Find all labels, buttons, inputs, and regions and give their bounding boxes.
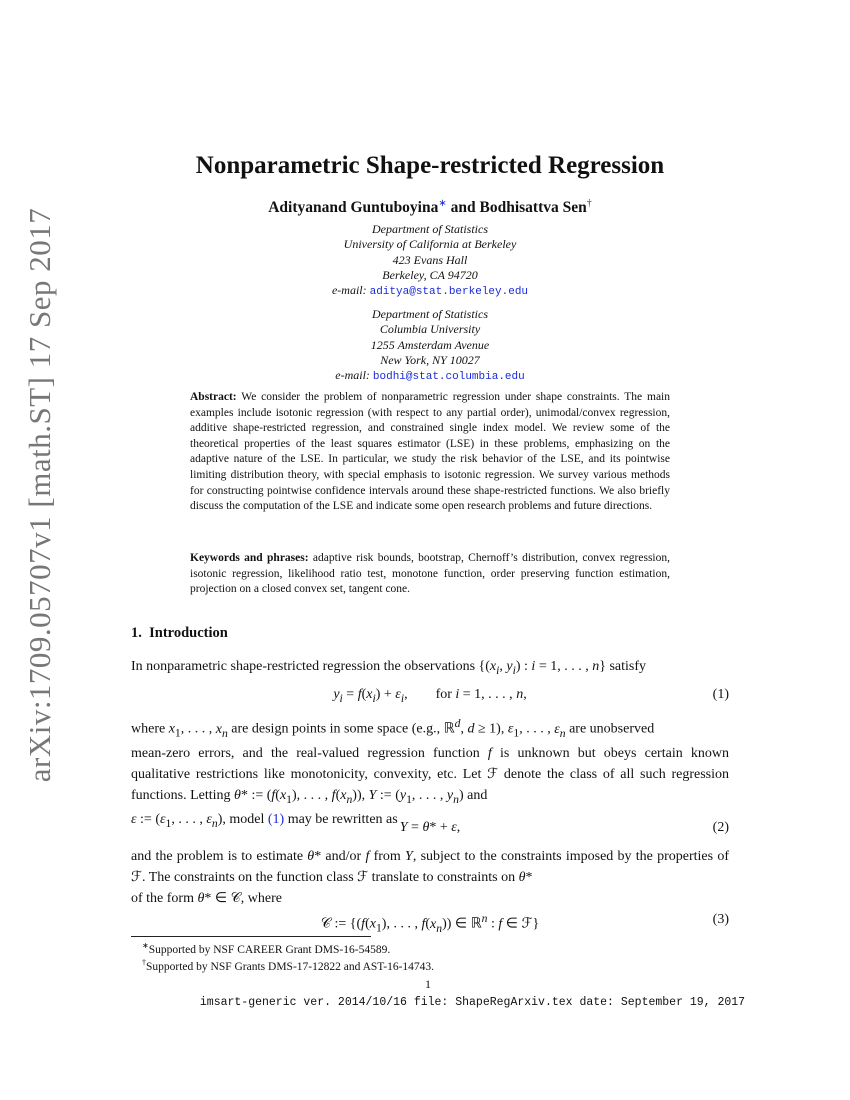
email-label: e-mail: — [335, 368, 370, 383]
footnote-1-text: Supported by NSF CAREER Grant DMS-16-54589. — [148, 943, 391, 956]
imsart-footer: imsart-generic ver. 2014/10/16 file: ShapeRegArxiv.tex date: September 19, 2017 — [199, 996, 746, 1009]
keywords-label: Keywords and phrases: — [190, 552, 309, 564]
footnote-1-mark: ∗ — [142, 941, 149, 950]
abstract — [190, 390, 670, 515]
footnote-1 — [142, 941, 390, 956]
page-number: 1 — [425, 977, 431, 991]
footnote-2-mark: † — [142, 958, 146, 967]
equation-2 — [131, 820, 729, 842]
section-number: 1. — [131, 625, 142, 641]
equation-2-number: (2) — [712, 820, 729, 835]
author-guntuboyina: Adityanand Guntuboyina — [268, 199, 439, 217]
equation-3 — [131, 912, 729, 934]
footnote-2 — [142, 958, 434, 973]
affil-city: Berkeley, CA 94720 — [382, 267, 478, 282]
equation-1-number: (1) — [712, 687, 729, 702]
abstract-label: Abstract: — [190, 391, 237, 403]
author-conjunction: and — [450, 199, 476, 217]
affiliation-columbia — [0, 307, 850, 385]
section-title: Introduction — [149, 625, 228, 641]
equation-3-expr: 𝒞 := {($f(x_1)$, . . . , $f(x_n)$) ∈ ℝ$^n$ : f ∈ ℱ} — [320, 912, 540, 935]
author-sen: Bodhisattva Sen — [479, 199, 587, 217]
paper-title: Nonparametric Shape-restricted Regression — [195, 152, 665, 179]
keywords — [190, 551, 670, 598]
keywords-text: adaptive risk bounds, bootstrap, Chernoff’s distribution, convex regression, isotonic regression, likelihood ratio test, monotone function, order preserving function estimation, projection on a closed convex set, tangent cone. — [190, 552, 671, 596]
affil-dept: Department of Statistics — [372, 222, 488, 236]
equation-2-expr: Y = θ* + ε, — [399, 820, 461, 835]
abstract-text: We consider the problem of nonparametric regression under shape constraints. The main examples include isotonic regression (with respect to any partial order), unimodal/convex regression, additive shape-restricted regression, and constrained single index model. We review some of the theoretical properties of the least squares estimator (LSE) in these problems, emphasizing on the adaptive nature of the LSE. In particular, we study the risk behavior of the LSE, and its pointwise limiting distribution theory, with special emphasis to isotonic regression. We survey various methods for constructing pointwise confidence intervals around these shape-restricted functions. We also briefly discuss the computation of the LSE and indicate some open research problems and future directions. — [190, 391, 671, 513]
intro-paragraph-2: where $x_1$, . . . , $x_n$ are design points in some space (e.g., ℝ$^d$, d ≥ 1), $\varepsilon_1$, . . . , $\varepsilon_n$ are unobserved mean-zero errors, and the real-valued regression function f is unknown but obeys certain known qualitative restrictions like monotonicity, convexity, etc. Let ℱ denote the class of all such regression functions. Letting θ* := ($f(x_1)$, . . . , $f(x_n)$), Y := ($y_1$, . . . , $y_n$) and ε := ($\varepsilon_1$, . . . , $\varepsilon_n$), model (1) may be rewritten as — [131, 717, 729, 831]
affil-dept: Department of Statistics — [372, 307, 488, 321]
affil-institution: Columbia University — [379, 322, 481, 337]
email-link-bodhi[interactable]: bodhi@stat.columbia.edu — [372, 371, 525, 384]
author-line — [0, 198, 850, 217]
footnote-2-text: Supported by NSF Grants DMS-17-12822 and AST-16-14743. — [146, 960, 435, 973]
affiliation-berkeley — [0, 222, 850, 300]
affil-street: 1255 Amsterdam Avenue — [370, 337, 490, 352]
equation-1 — [131, 687, 729, 709]
footnote-mark-2[interactable]: † — [586, 198, 592, 209]
email-label: e-mail: — [331, 283, 367, 298]
arxiv-stamp: arXiv:1709.05707v1 [math.ST] 17 Sep 2017 — [22, 207, 57, 783]
equation-3-number: (3) — [712, 912, 729, 927]
section-heading-introduction — [131, 625, 228, 642]
equation-1-expr: $y_i = f(x_i) + \varepsilon_i$, for i = 1, . . . , n, — [333, 687, 527, 705]
footnote-mark-1[interactable]: ∗ — [438, 198, 447, 209]
affil-city: New York, NY 10027 — [380, 352, 480, 367]
affil-institution: University of California at Berkeley — [343, 237, 517, 252]
email-link-aditya[interactable]: aditya@stat.berkeley.edu — [369, 286, 529, 299]
intro-paragraph-1: In nonparametric shape-restricted regression the observations {($x_i$, $y_i$) : i = 1, . . . , n} satisfy — [131, 659, 646, 677]
intro-paragraph-3: and the problem is to estimate θ* and/or f from Y, subject to the constraints imposed by the properties of ℱ. The constraints on the function class ℱ translate to constraints on θ* of the form θ* ∈ 𝒞, where — [131, 849, 729, 906]
footnote-rule — [131, 936, 371, 937]
affil-street: 423 Evans Hall — [392, 252, 468, 267]
equation-ref-1[interactable]: (1) — [267, 812, 285, 828]
